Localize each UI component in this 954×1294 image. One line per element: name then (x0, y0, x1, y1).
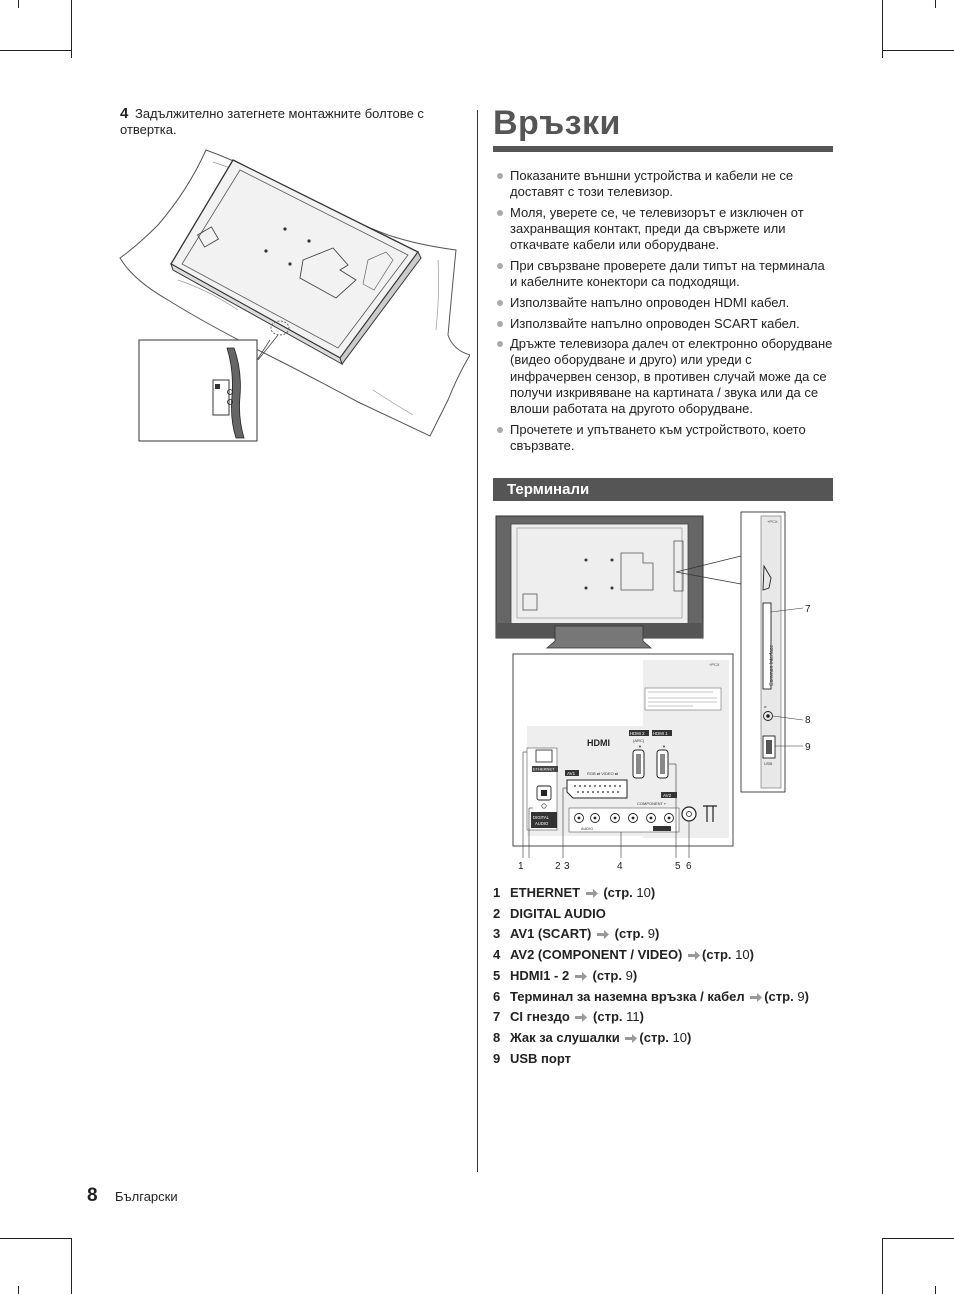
usb-label: USB (764, 761, 773, 766)
crop-mark (882, 1238, 954, 1239)
legend-item: 9 USB порт (493, 1050, 571, 1066)
ethernet-label: ETHERNET (533, 766, 555, 772)
legend-item: 7 CI гнездо (стр. 11) (493, 1009, 644, 1025)
svg-text:▼: ▼ (638, 744, 642, 749)
callout-5: 5 (675, 861, 681, 872)
list-item: Използвайте напълно опроводен SCART кабел. (495, 316, 835, 332)
legend-item: 5 HDMI1 - 2 (стр. 9) (493, 967, 638, 983)
legend-item: 1 ETHERNET (стр. 10) (493, 885, 656, 900)
list-item: Използвайте напълно опроводен HDMI кабел. (495, 295, 835, 311)
svg-text:AUDIO: AUDIO (535, 821, 549, 826)
legend-item: 8 Жак за слушалки (стр. 10) (493, 1029, 692, 1045)
step-4 (120, 106, 460, 138)
arrow-right-icon (597, 930, 609, 939)
hdmi1-label: HDMI 1 (653, 730, 668, 736)
list-item: При свързване проверете дали типът на терминала и кабелните конектори са подходящи. (495, 258, 835, 291)
svg-text:+PCX: +PCX (709, 662, 720, 667)
list-item: Прочетете и упътването към устройството, което свързвате. (495, 422, 835, 455)
footer-language: Български (115, 1189, 178, 1204)
av1-label: AV1 (567, 770, 576, 776)
page-title: Връзки (493, 104, 621, 142)
legend-item: 3 AV1 (SCART) (стр. 9) (493, 926, 660, 942)
page-number: 8 (87, 1185, 98, 1206)
arc-label: (ARC) (633, 738, 645, 743)
title-underline (493, 146, 833, 152)
svg-text:▼: ▼ (662, 744, 666, 749)
arrow-right-icon (750, 993, 762, 1002)
arrow-right-icon (575, 972, 587, 981)
arrow-right-icon (625, 1034, 637, 1043)
crop-mark (935, 0, 936, 8)
crop-mark (18, 50, 72, 51)
av2-label: AV2 (663, 792, 672, 798)
hdmi2-label: HDMI 2 (630, 730, 645, 736)
common-interface-label: Common Interface (769, 644, 775, 686)
callout-7: 7 (805, 604, 811, 615)
bullet-list (495, 168, 835, 459)
crop-mark (71, 1238, 72, 1294)
terminal-legend (493, 883, 833, 1069)
rgb-video-label: RGB ⇄ VIDEO ⇄ (587, 771, 619, 776)
step-number: 4 (120, 105, 129, 122)
svg-text:⌀: ⌀ (764, 704, 767, 709)
crop-mark (882, 1238, 883, 1294)
callout-9: 9 (805, 742, 811, 753)
tv-mounting-illustration (118, 140, 470, 446)
section-heading: Терминали (493, 478, 833, 501)
crop-mark (18, 0, 19, 8)
column-divider (477, 110, 478, 1172)
list-item: Показаните външни устройства и кабели не се доставят с този телевизор. (495, 168, 835, 201)
arrow-right-icon (575, 1013, 587, 1022)
svg-text:+PCX: +PCX (767, 519, 778, 524)
legend-item: 6 Терминал за наземна връзка / кабел (стр. 9) (493, 988, 809, 1004)
crop-mark (0, 1238, 72, 1239)
callout-4: 4 (617, 861, 623, 872)
arrow-right-icon (586, 889, 598, 898)
callout-6: 6 (686, 861, 692, 872)
legend-item: 2 DIGITAL AUDIO (493, 905, 606, 921)
legend-item: 4 AV2 (COMPONENT / VIDEO) (стр. 10) (493, 947, 754, 963)
svg-text:DIGITAL: DIGITAL (533, 815, 549, 820)
crop-mark (935, 1286, 936, 1294)
callout-1: 1 (518, 861, 524, 872)
callout-2: 2 (555, 861, 561, 872)
list-item: Моля, уверете се, че телевизорът е изключен от захранващия контакт, преди да свържете или откачвате кабели или оборудване. (495, 205, 835, 254)
arrow-right-icon (688, 951, 700, 960)
crop-mark (18, 1286, 19, 1294)
hdmi-logo: HDMI (587, 738, 610, 748)
list-item: Дръжте телевизора далеч от електронно оборудване (видео оборудване и друго) или уреди с инфрачервен сензор, в противен случай може да се получи изкривяване на картината / звука или да се влоши работата на другото оборудване. (495, 336, 835, 417)
component-label: COMPONENT ⇠ (637, 801, 668, 806)
callout-8: 8 (805, 715, 811, 726)
terminals-diagram (493, 508, 833, 876)
crop-mark (0, 50, 18, 51)
step-text: Задължително затегнете монтажните болтове с отвертка. (120, 106, 424, 137)
crop-mark (882, 50, 954, 51)
audio-label: AUDIO (581, 827, 594, 831)
callout-3: 3 (564, 861, 570, 872)
